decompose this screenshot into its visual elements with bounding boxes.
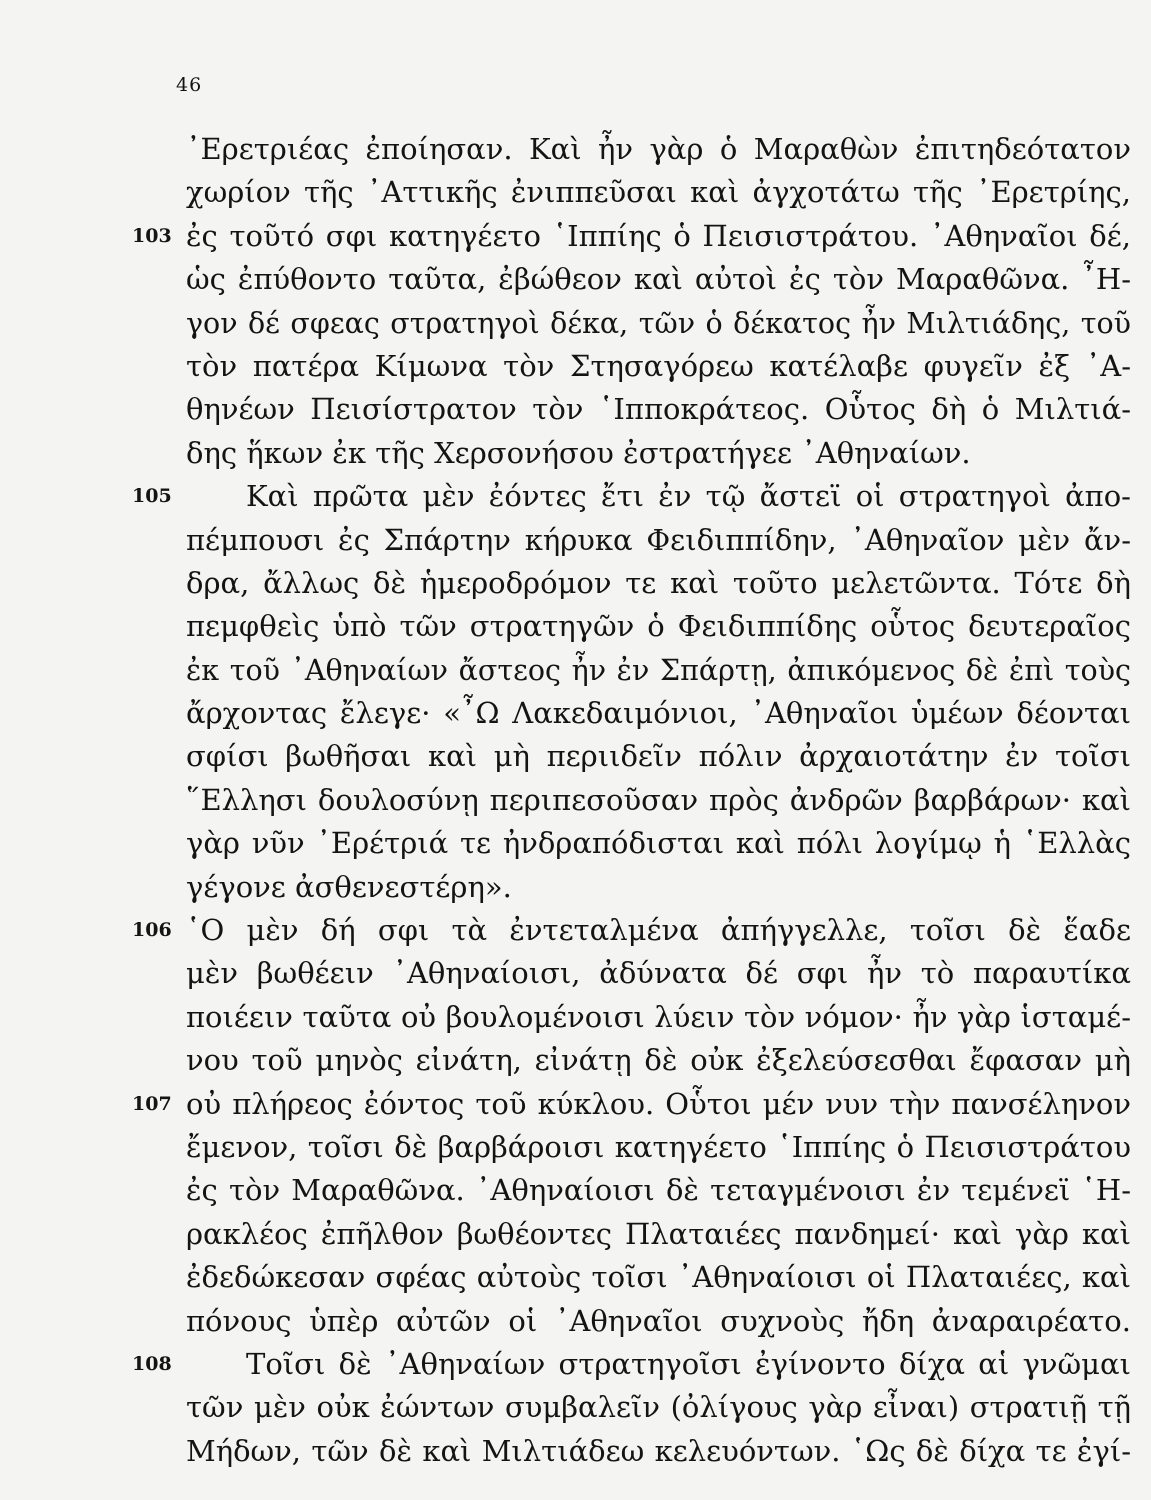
line-text: ἐς τὸν Μαραθῶνα. ᾿Αθηναίοισι δὲ τεταγμένοισι ἐν τεμένεϊ ῾Η-: [186, 1173, 1131, 1208]
text-line: [186, 1039, 1131, 1082]
text-line: [186, 1300, 1131, 1343]
line-text: μὲν βωθέειν ᾿Αθηναίοισι, ἀδύνατα δέ σφι ἦν τὸ παραυτίκα: [186, 956, 1131, 991]
line-text: τὸν πατέρα Κίμωνα τὸν Στησαγόρεω κατέλαβε φυγεῖν ἐξ ᾿Α-: [186, 348, 1131, 383]
line-text: πεμφθεὶς ὑπὸ τῶν στρατηγῶν ὁ Φειδιππίδης οὗτος δευτεραῖος: [186, 609, 1131, 644]
line-text: γον δέ σφεας στρατηγοὶ δέκα, τῶν ὁ δέκατος ἦν Μιλτιάδης, τοῦ: [186, 306, 1131, 340]
chapter-number: 108: [132, 1352, 172, 1375]
chapter-number: 107: [132, 1092, 172, 1115]
line-text: ῞Ελλησι δουλοσύνῃ περιπεσοῦσαν πρὸς ἀνδρῶν βαρβάρων· καὶ: [186, 782, 1131, 817]
line-text: δης ἥκων ἐκ τῆς Χερσονήσου ἐστρατήγεε ᾿Αθηναίων.: [186, 435, 971, 470]
text-line: [186, 1386, 1131, 1429]
text-line: [132, 215, 1131, 258]
line-text: ρακλέος ἐπῆλθον βωθέοντες Πλαταιέες πανδημεί· καὶ γὰρ καὶ: [186, 1216, 1131, 1251]
text-line: [186, 519, 1131, 562]
text-line: [186, 952, 1131, 995]
text-line: [186, 649, 1131, 692]
line-text: πόνους ὑπὲρ αὐτῶν οἱ ᾿Αθηναῖοι συχνοὺς ἤδη ἀναραιρέατο.: [186, 1303, 1131, 1338]
text-line: [186, 258, 1131, 301]
chapter-number: 106: [132, 919, 172, 942]
text-line: [186, 1430, 1131, 1473]
text-line: [132, 909, 1131, 952]
line-text: πέμπουσι ἐς Σπάρτην κήρυκα Φειδιππίδην, ᾿Αθηναῖον μὲν ἄν-: [186, 522, 1131, 557]
page-number: 46: [176, 74, 203, 96]
text-line: [132, 1343, 1131, 1386]
text-line: [186, 866, 1131, 909]
line-text: ἐδεδώκεσαν σφέας αὐτοὺς τοῖσι ᾿Αθηναίοισι οἱ Πλαταιέες, καὶ: [186, 1260, 1131, 1295]
line-text: ἔμενον, τοῖσι δὲ βαρβάροισι κατηγέετο ῾Ιππίης ὁ Πεισιστράτου: [186, 1129, 1131, 1164]
text-line: [186, 1169, 1131, 1212]
chapter-number: 103: [132, 224, 172, 247]
text-line: [186, 345, 1131, 388]
text-line: [186, 1256, 1131, 1299]
text-line: [186, 735, 1131, 778]
text-line: [132, 475, 1131, 518]
text-line: [186, 996, 1131, 1039]
text-line: [186, 432, 1131, 475]
text-line: [186, 302, 1131, 345]
line-text: σφίσι βωθῆσαι καὶ μὴ περιιδεῖν πόλιν ἀρχαιοτάτην ἐν τοῖσι: [186, 739, 1131, 774]
line-text: Μήδων, τῶν δὲ καὶ Μιλτιάδεω κελευόντων. ῾Ως δὲ δίχα τε ἐγί-: [186, 1433, 1131, 1468]
text-line: [186, 1213, 1131, 1256]
line-text: ᾿Ερετριέας ἐποίησαν. Καὶ ἦν γὰρ ὁ Μαραθὼν ἐπιτηδεότατον: [186, 132, 1131, 166]
line-text: ἄρχοντας ἔλεγε· «῏Ω Λακεδαιμόνιοι, ᾿Αθηναῖοι ὑμέων δέονται: [186, 696, 1131, 731]
line-text: γέγονε ἀσθενεστέρη».: [186, 869, 512, 904]
text-line: [186, 388, 1131, 431]
line-text: τῶν μὲν οὐκ ἐώντων συμβαλεῖν (ὀλίγους γὰρ εἶναι) στρατιῇ τῇ: [186, 1390, 1131, 1425]
line-text: Τοῖσι δὲ ᾿Αθηναίων στρατηγοῖσι ἐγίνοντο δίχα αἱ γνῶμαι: [246, 1346, 1131, 1381]
line-text: ἐκ τοῦ ᾿Αθηναίων ἄστεος ἦν ἐν Σπάρτῃ, ἀπικόμενος δὲ ἐπὶ τοὺς: [186, 653, 1131, 687]
text-line: [186, 1126, 1131, 1169]
line-text: Καὶ πρῶτα μὲν ἐόντες ἔτι ἐν τῷ ἄστεϊ οἱ στρατηγοὶ ἀπο-: [246, 479, 1131, 514]
line-text: ποιέειν ταῦτα οὐ βουλομένοισι λύειν τὸν νόμον· ἦν γὰρ ἱσταμέ-: [186, 999, 1131, 1034]
text-line: [132, 1083, 1131, 1126]
line-text: νου τοῦ μηνὸς εἰνάτη, εἰνάτῃ δὲ οὐκ ἐξελεύσεσθαι ἔφασαν μὴ: [186, 1043, 1131, 1078]
text-line: [186, 562, 1131, 605]
line-text: ῾Ο μὲν δή σφι τὰ ἐντεταλμένα ἀπήγγελλε, τοῖσι δὲ ἕαδε: [186, 913, 1131, 948]
line-text: θηνέων Πεισίστρατον τὸν ῾Ιπποκράτεος. Οὗτος δὴ ὁ Μιλτιά-: [186, 392, 1131, 427]
line-text: οὐ πλήρεος ἐόντος τοῦ κύκλου. Οὗτοι μέν νυν τὴν πανσέληνον: [186, 1086, 1131, 1121]
text-line: [186, 779, 1131, 822]
text-line: [186, 171, 1131, 214]
line-text: ἐς τοῦτό σφι κατηγέετο ῾Ιππίης ὁ Πεισιστράτου. ᾿Αθηναῖοι δέ,: [186, 218, 1131, 253]
text-line: [186, 605, 1131, 648]
text-line: [186, 128, 1131, 171]
chapter-number: 105: [132, 485, 172, 508]
line-text: χωρίον τῆς ᾿Αττικῆς ἐνιππεῦσαι καὶ ἀγχοτάτω τῆς ᾿Ερετρίης,: [186, 175, 1131, 210]
text-line: [186, 692, 1131, 735]
body-text: [132, 128, 1131, 1473]
line-text: γὰρ νῦν ᾿Ερέτριά τε ἠνδραπόδισται καὶ πόλι λογίμῳ ἡ ῾Ελλὰς: [186, 826, 1131, 861]
line-text: δρα, ἄλλως δὲ ἡμεροδρόμον τε καὶ τοῦτο μελετῶντα. Τότε δὴ: [186, 565, 1131, 600]
line-text: ὡς ἐπύθοντο ταῦτα, ἐβώθεον καὶ αὐτοὶ ἐς τὸν Μαραθῶνα. ῏Η-: [186, 262, 1131, 297]
text-line: [186, 822, 1131, 865]
